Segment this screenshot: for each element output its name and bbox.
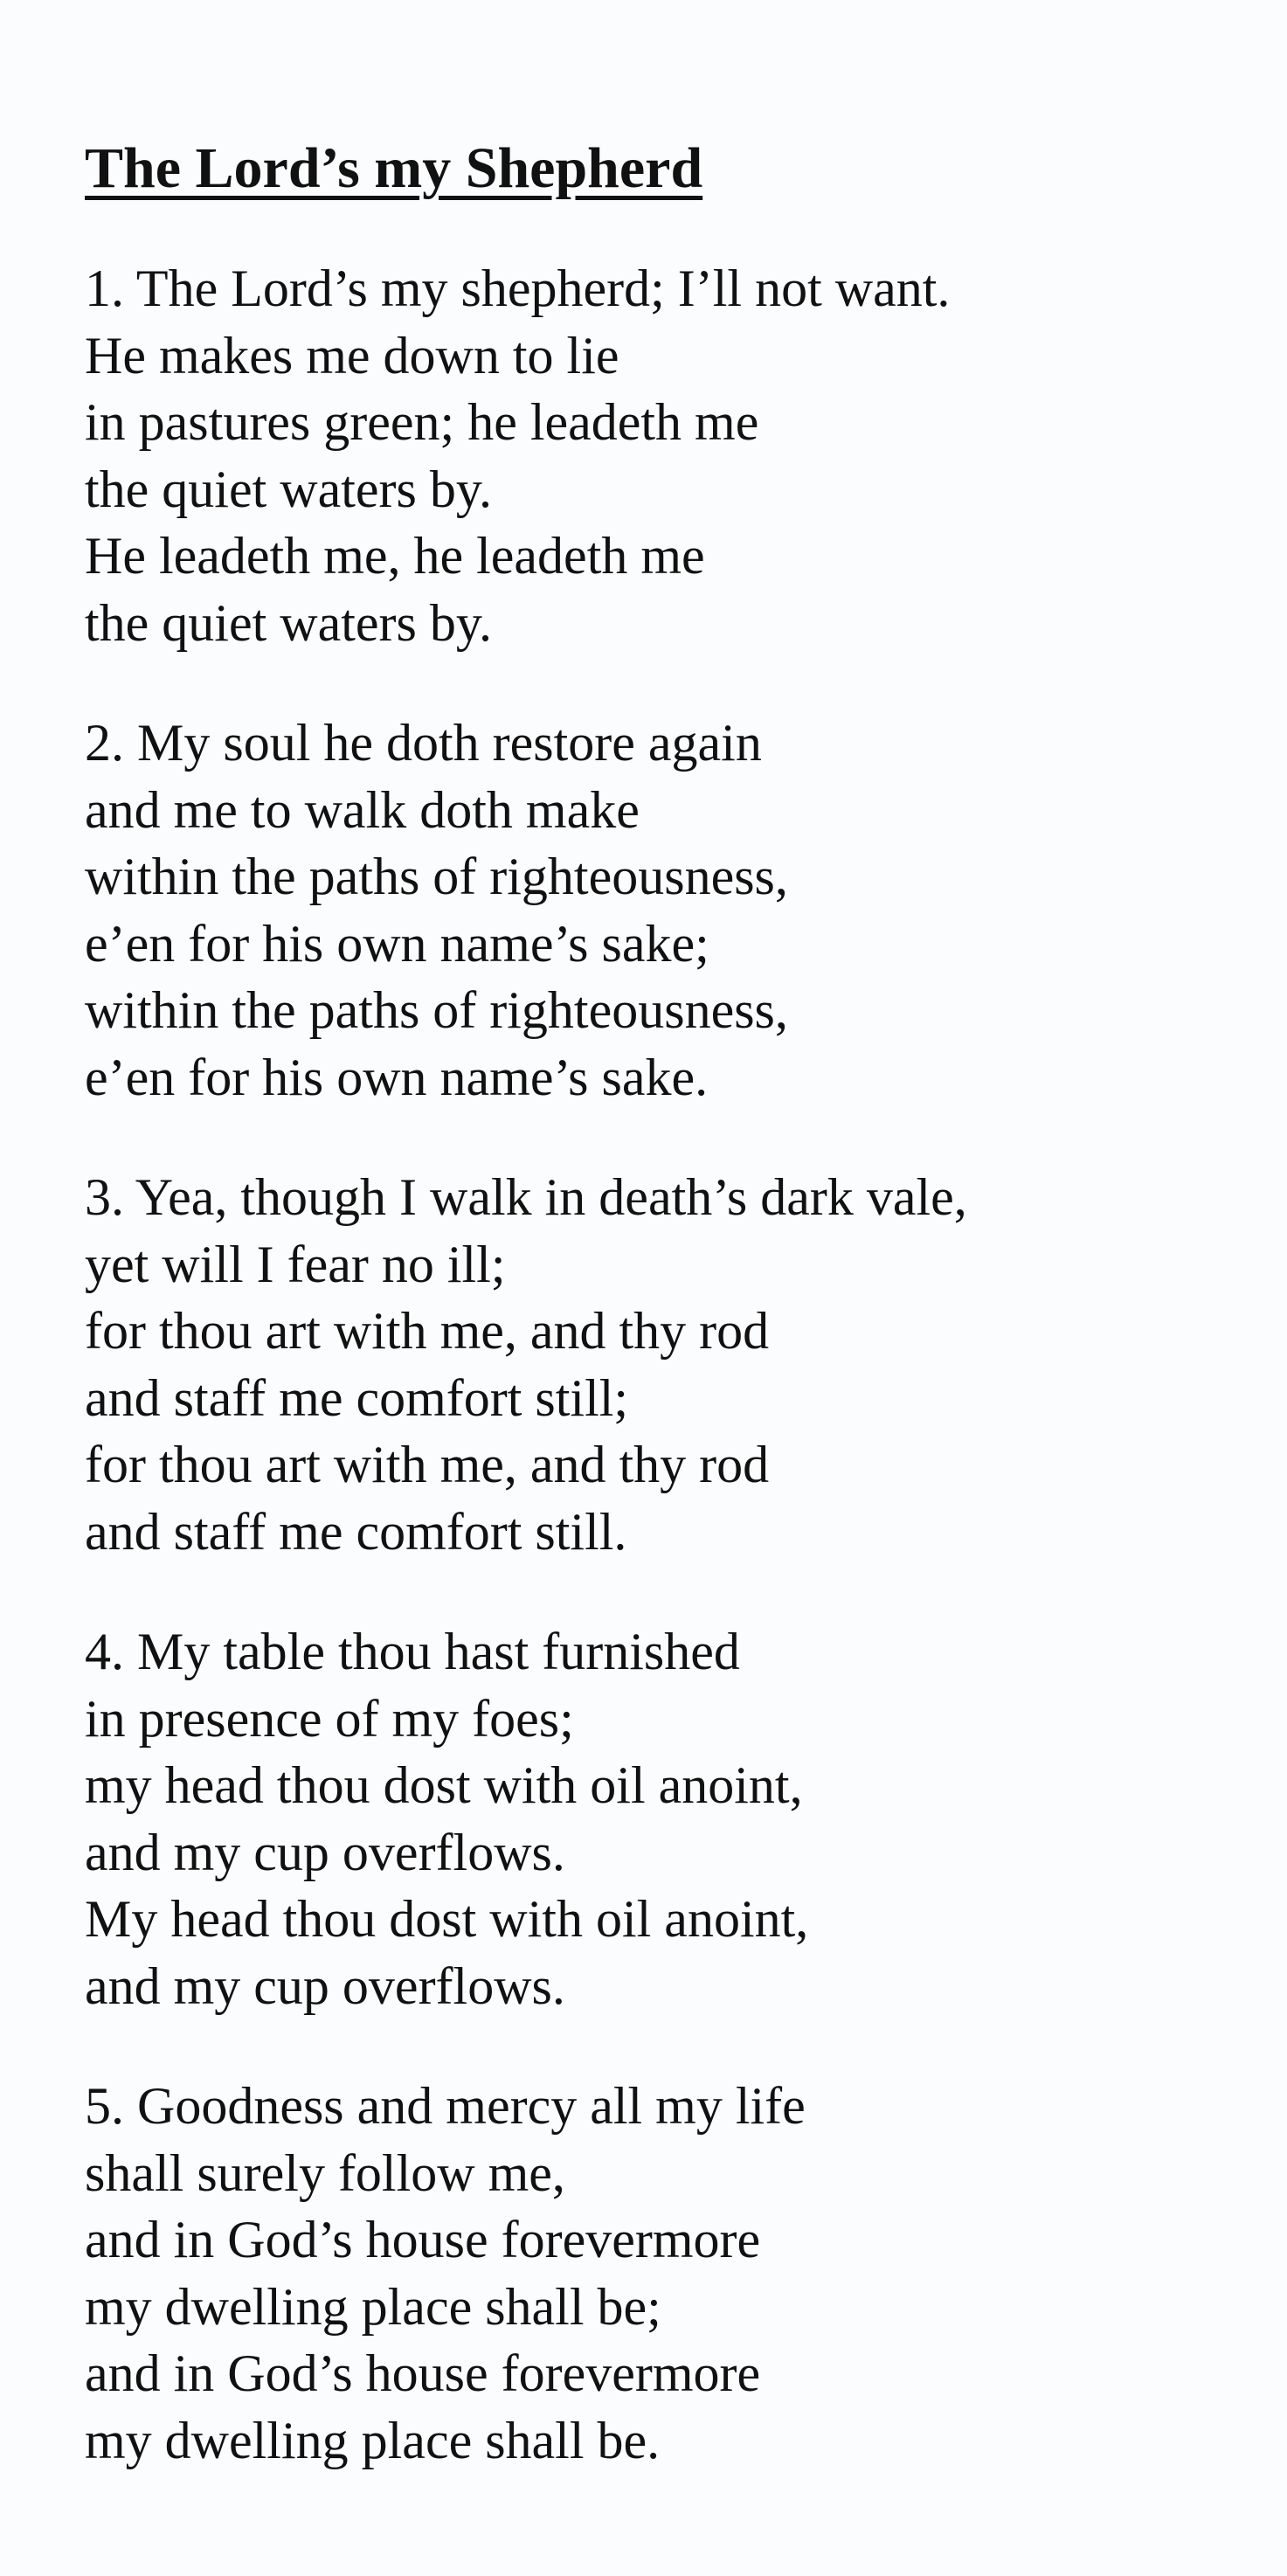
verse-line: my dwelling place shall be; [85, 2277, 661, 2336]
verse-line: and my cup overflows. [85, 1823, 565, 1881]
verse-line: and staff me comfort still; [85, 1368, 629, 1427]
verse-2 [85, 710, 1238, 1111]
verse-line: e’en for his own name’s sake; [85, 914, 709, 973]
verse-line: my head thou dost with oil anoint, [85, 1756, 803, 1814]
verse-line: the quiet waters by. [85, 460, 492, 518]
verse-4 [85, 1618, 1238, 2019]
verse-line: and staff me comfort still. [85, 1502, 627, 1561]
verse-line: and in God’s house forevermore [85, 2344, 761, 2402]
verse-line: My head thou dost with oil anoint, [85, 1890, 809, 1948]
verse-line: He makes me down to lie [85, 326, 619, 384]
verse-line: in presence of my foes; [85, 1689, 574, 1748]
verse-line: shall surely follow me, [85, 2143, 565, 2202]
verse-line: e’en for his own name’s sake. [85, 1048, 709, 1106]
verse-line: within the paths of righteousness, [85, 848, 788, 905]
verse-line: yet will I fear no ill; [85, 1235, 506, 1293]
verse-line: 3. Yea, though I walk in death’s dark vale, [85, 1168, 967, 1226]
verse-3 [85, 1164, 1238, 1565]
verse-line: and my cup overflows. [85, 1956, 565, 2015]
verse-line: 2. My soul he doth restore again [85, 714, 762, 772]
verse-line: my dwelling place shall be. [85, 2411, 661, 2469]
verse-line: and in God’s house forevermore [85, 2211, 761, 2268]
verse-1 [85, 255, 1238, 656]
verse-line: within the paths of righteousness, [85, 981, 788, 1039]
verse-line: and me to walk doth make [85, 780, 640, 839]
verse-line: in pastures green; he leadeth me [85, 393, 759, 451]
verse-line: 5. Goodness and mercy all my life [85, 2077, 806, 2135]
verse-line: for thou art with me, and thy rod [85, 1302, 770, 1360]
hymn-sheet [85, 136, 1238, 2527]
verse-line: for thou art with me, and thy rod [85, 1436, 770, 1493]
verse-line: 1. The Lord’s my shepherd; I’ll not want. [85, 260, 951, 317]
verse-line: He leadeth me, he leadeth me [85, 527, 705, 585]
verse-5 [85, 2073, 1238, 2474]
hymn-title: The Lord’s my Shepherd [85, 136, 703, 200]
verse-line: 4. My table thou hast furnished [85, 1623, 740, 1680]
verse-line: the quiet waters by. [85, 593, 492, 652]
